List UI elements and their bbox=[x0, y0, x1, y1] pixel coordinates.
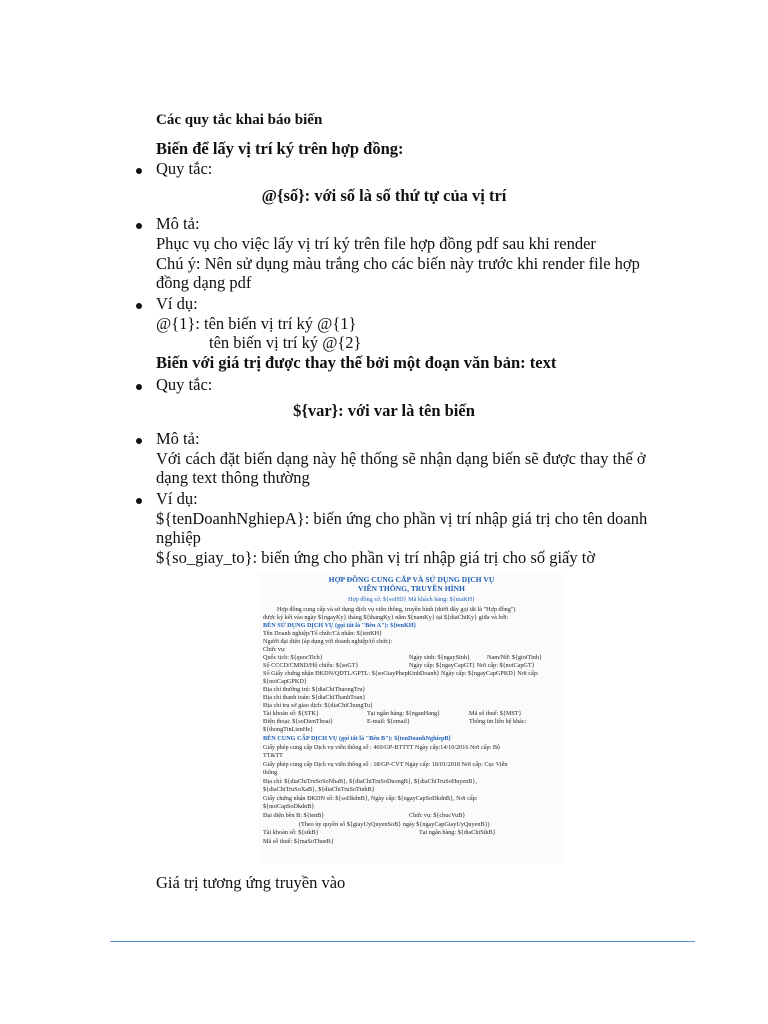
bullet-dot bbox=[136, 223, 142, 229]
contract-line: (Theo ủy quyền số ${giayUyQuyenSoB} ngày ${ngayCapGiayUyQuyenB}) bbox=[299, 821, 490, 828]
contract-line: TT&TT bbox=[263, 752, 283, 759]
contract-line: ${noiCapSoDkdnB} bbox=[263, 803, 315, 810]
bullet-dot bbox=[136, 498, 142, 504]
contract-line: Tại ngân hàng: ${nganHang} bbox=[367, 710, 441, 717]
s1-example-label: Ví dụ: bbox=[156, 294, 198, 313]
s2-desc-line-2: dạng text thông thường bbox=[156, 468, 310, 487]
caption: Giá trị tương ứng truyền vào bbox=[156, 873, 346, 892]
s2-desc-label: Mô tả: bbox=[156, 429, 200, 448]
s2-rule-text: ${var}: với var là tên biến bbox=[293, 401, 475, 420]
contract-intro-1: Hợp đồng cung cấp và sử dụng dịch vụ viễn thông, truyền hình (dưới đây gọi tắt là "Hợp đồng") bbox=[277, 606, 516, 613]
s1-desc-line-2: Chú ý: Nên sử dụng màu trắng cho các biến này trước khi render file hợp bbox=[156, 254, 640, 273]
contract-line: Tên Doanh nghiệp/Tổ chức/Cá nhân: ${tenKH} bbox=[263, 630, 383, 637]
contract-line: ${diaChiTruSoXaB}, ${diaChiTruSoTinhB} bbox=[263, 786, 375, 793]
s2-example-3: ${so_giay_to}: biến ứng cho phần vị trí nhập giá trị cho số giấy tờ bbox=[156, 548, 596, 567]
contract-line: Chức vụ: ${chucVuB} bbox=[409, 812, 466, 819]
contract-line: thông bbox=[263, 769, 278, 776]
contract-line: Địa chỉ: ${diaChiTruSoSoNhaB}, ${diaChiTruSoDuongB}, ${diaChiTruSoHuyenB}, bbox=[263, 778, 477, 785]
s1-rule-text: @{số}: với số là số thứ tự của vị trí bbox=[261, 186, 507, 205]
contract-line: Giấy phép cung cấp Dịch vụ viễn thông số : 18/GP-CVT Ngày cấp: 18/01/2018 Nơi cấp: Cục Viễn bbox=[263, 761, 508, 768]
contract-line: Chức vụ: bbox=[263, 646, 286, 653]
contract-line: Quốc tịch: ${quocTich} bbox=[263, 654, 323, 661]
s1-example-2: tên biến vị trí ký @{2} bbox=[209, 333, 362, 352]
bullet-dot bbox=[136, 384, 142, 390]
contract-line: Thông tin liên hệ khác: bbox=[469, 718, 527, 725]
contract-title-2: VIỄN THÔNG, TRUYỀN HÌNH bbox=[358, 584, 465, 593]
doc-heading: Các quy tắc khai báo biến bbox=[156, 112, 323, 128]
contract-line: ${thongTinLienHe} bbox=[263, 726, 314, 733]
s2-rule-label: Quy tắc: bbox=[156, 375, 213, 394]
contract-line: Điện thoại: ${soDienThoai} bbox=[263, 718, 334, 725]
contract-line: Mã số thuế: ${MST} bbox=[469, 710, 522, 717]
contract-line: Nam/Nữ: ${gioiTinh} bbox=[487, 654, 542, 661]
bullet-dot bbox=[136, 438, 142, 444]
s1-desc-line-3: đồng dạng pdf bbox=[156, 273, 252, 292]
contract-line: Đại diện bên B: ${tenB} bbox=[263, 812, 325, 819]
s1-example-1: @{1}: tên biến vị trí ký @{1} bbox=[156, 314, 357, 333]
contract-image bbox=[259, 573, 564, 863]
s2-example-2: nghiệp bbox=[156, 528, 201, 547]
contract-line: Người đại diện (áp dụng với doanh nghiệp/tổ chức): bbox=[263, 638, 393, 645]
contract-line: Tài khoản số: ${stkB} bbox=[263, 829, 319, 836]
contract-line: Tài khoản số: ${STK} bbox=[263, 710, 319, 717]
contract-line: Mã số thuế: ${maSoThueB} bbox=[263, 838, 334, 845]
contract-title-1: HỢP ĐỒNG CUNG CẤP VÀ SỬ DỤNG DỊCH VỤ bbox=[328, 575, 495, 584]
section-2-title: Biến với giá trị được thay thế bởi một đoạn văn bản: text bbox=[156, 353, 557, 372]
contract-line: Địa chỉ thường trú: ${diaChiThuongTru} bbox=[263, 686, 366, 693]
contract-line: Địa chỉ thanh toán: ${diaChiThanhToan} bbox=[263, 694, 366, 701]
s1-desc-label: Mô tả: bbox=[156, 214, 200, 233]
contract-side-a: BÊN SỬ DỤNG DỊCH VỤ (gọi tắt là "Bên A"): ${tenKH} bbox=[263, 622, 417, 629]
contract-side-b: BÊN CUNG CẤP DỊCH VỤ (gọi tắt là "Bên B"): ${tenDoanhNghiepB} bbox=[263, 735, 451, 742]
contract-line: Địa chỉ trụ sở giao dịch: ${diaChiChungTu} bbox=[263, 702, 374, 709]
s2-example-1: ${tenDoanhNghiepA}: biến ứng cho phần vị trí nhập giá trị cho tên doanh bbox=[156, 509, 648, 528]
contract-number: Hợp đồng số: ${soHD} Mã khách hàng: ${maKH} bbox=[347, 596, 476, 603]
contract-line: Số Giấy chứng nhận ĐKDN/QĐTL/GPTL: ${soGiayPhepKinhDoanh} Ngày cấp: ${ngayCapGPKD} Nơi cấp: bbox=[263, 670, 539, 677]
s2-example-label: Ví dụ: bbox=[156, 489, 198, 508]
s2-desc-line-1: Với cách đặt biến dạng này hệ thống sẽ nhận dạng biến sẽ được thay thế ở bbox=[156, 449, 646, 468]
contract-line: Tại ngân hàng: ${diaChiStkB} bbox=[419, 829, 496, 836]
contract-line: Giấy chứng nhận ĐKDN số: ${soDkdnB}, Ngày cấp: ${ngayCapSoDkdnB}, Nơi cấp: bbox=[263, 795, 478, 802]
contract-line: Ngày sinh: ${ngaySinh} bbox=[409, 654, 470, 661]
bullet-dot bbox=[136, 303, 142, 309]
s1-desc-line-1: Phục vụ cho việc lấy vị trí ký trên file hợp đồng pdf sau khi render bbox=[156, 234, 596, 253]
s1-rule-label: Quy tắc: bbox=[156, 159, 213, 178]
section-1-title: Biến để lấy vị trí ký trên hợp đồng: bbox=[156, 139, 404, 158]
contract-line: Ngày cấp: ${ngayCapGT} Nơi cấp: ${noiCapGT} bbox=[409, 662, 535, 669]
contract-line: Giấy phép cung cấp Dịch vụ viễn thông số : 469/GP-BTTTT Ngày cấp:14/10/2016 Nơi cấp: Bộ bbox=[263, 744, 501, 751]
contract-line: E-mail: ${email} bbox=[367, 718, 410, 725]
contract-line: ${noiCapGPKD} bbox=[263, 678, 307, 685]
footer-divider bbox=[110, 941, 695, 942]
contract-intro-2: được ký kết vào ngày ${ngayKy} tháng ${thangKy} năm ${namKy} tại ${diaChiKy} giữa và bởi: bbox=[263, 614, 509, 621]
bullet-dot bbox=[136, 168, 142, 174]
contract-line: Số CCCD/CMND/Hộ chiếu: ${soGT} bbox=[263, 662, 359, 669]
